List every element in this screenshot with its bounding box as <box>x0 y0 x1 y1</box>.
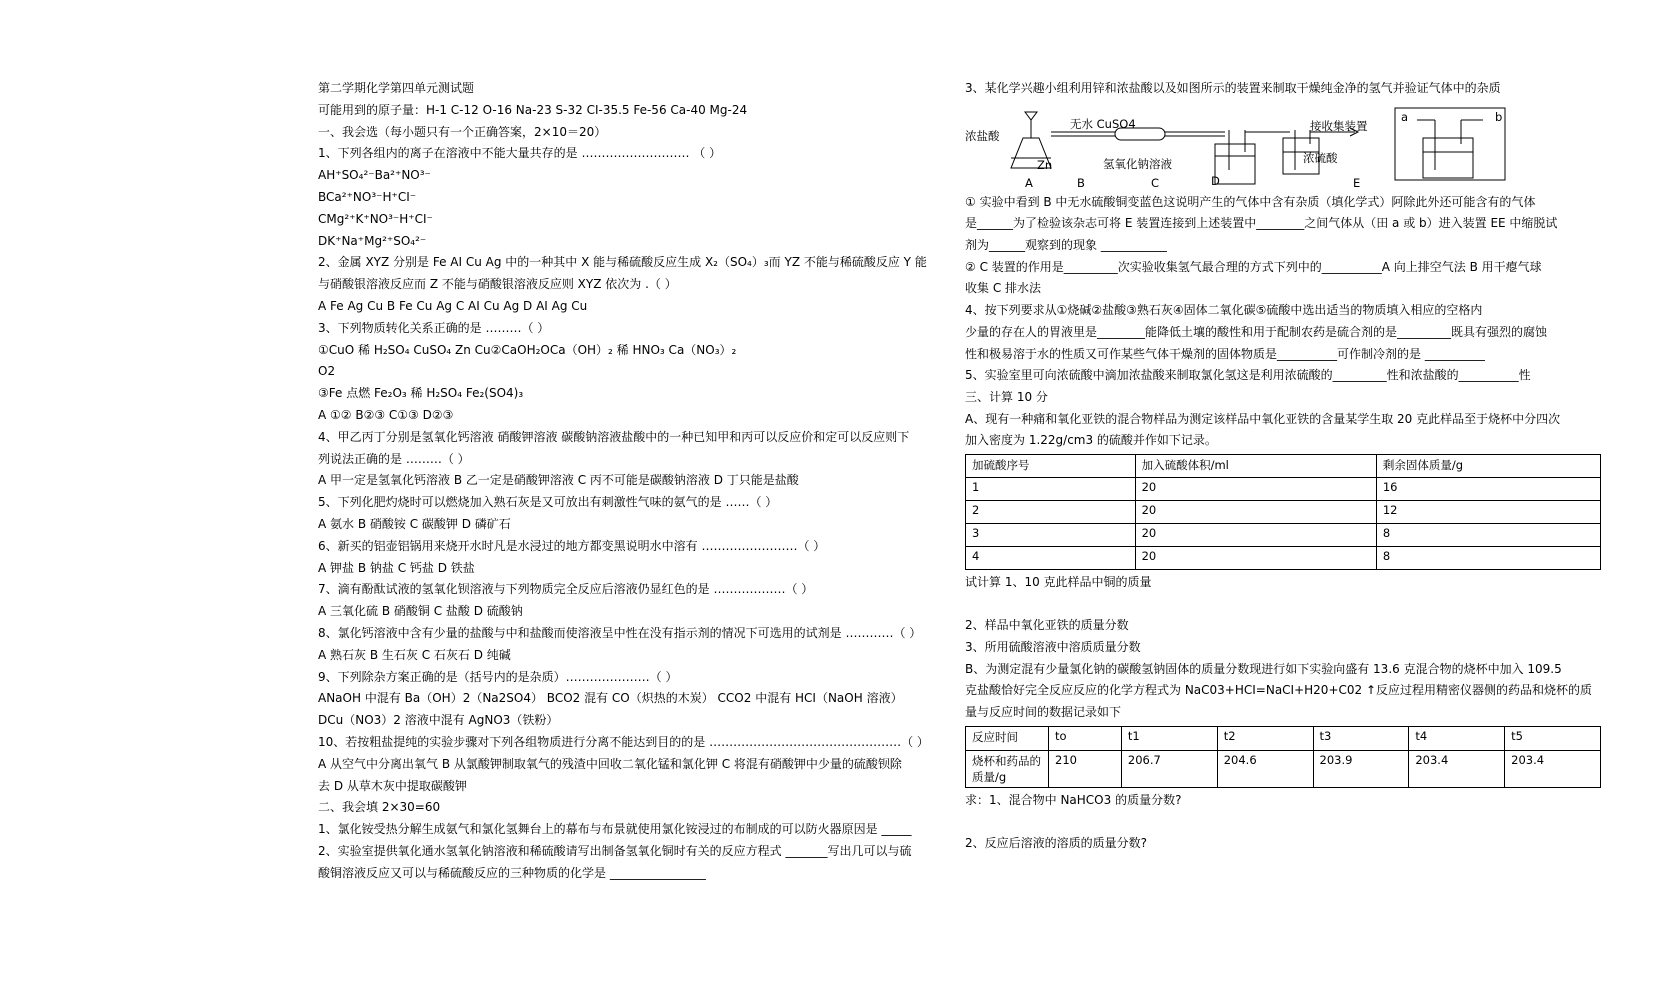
label-conc-hcl: 浓盐酸 <box>965 128 1000 143</box>
right-column <box>965 78 1605 855</box>
question-block-1 <box>965 192 1605 452</box>
text-line: 第二学期化学第四单元测试题 <box>318 81 475 95</box>
table-cell: 20 <box>1135 500 1376 523</box>
question-block-2 <box>965 572 1605 724</box>
text-line: 剂为______观察到的现象 ___________ <box>965 238 1167 253</box>
table-header-row <box>966 454 1601 477</box>
text-line: A 熟石灰 B 生石灰 C 石灰石 D 纯碱 <box>318 647 511 662</box>
table-cell: t1 <box>1121 726 1217 750</box>
text-line: 量与反应时间的数据记录如下 <box>965 705 1122 720</box>
text-line: 加入密度为 1.22g/cm3 的硫酸并作如下记录。 <box>965 433 1217 448</box>
text-line: A ①② B②③ C①③ D②③ <box>318 407 454 422</box>
text-line: 试计算 1、10 克此样品中铜的质量 <box>965 574 1152 589</box>
sulfuric-acid-table <box>965 454 1601 570</box>
table-row <box>966 546 1601 569</box>
table-cell: 204.6 <box>1217 750 1313 787</box>
text-line: 4、按下列要求从①烧碱②盐酸③熟石灰④固体二氧化碳⑤硫酸中选出适当的物质填入相应的空格内 <box>965 303 1483 318</box>
table-cell: 206.7 <box>1121 750 1217 787</box>
table-cell: 反应时间 <box>966 726 1049 750</box>
text-line: O2 <box>318 364 336 379</box>
table-cell: 2 <box>966 500 1136 523</box>
table-row <box>966 750 1601 787</box>
text-line: 求：1、混合物中 NaHCO3 的质量分数? <box>965 792 1182 807</box>
table-cell: 4 <box>966 546 1136 569</box>
text-line <box>965 811 1605 833</box>
table-cell: 203.9 <box>1313 750 1409 787</box>
apparatus-drawing <box>965 100 1605 192</box>
text-line: 去 D 从草木灰中提取碳酸钾 <box>318 778 467 793</box>
text-line: 列说法正确的是 ………（ ） <box>318 451 470 466</box>
table-cell: 16 <box>1376 477 1600 500</box>
label-a: a <box>1401 109 1409 124</box>
text-line: 2、金属 XYZ 分别是 Fe AI Cu Ag 中的一种其中 X 能与稀硫酸反应生成 X₂（SO₄）₃而 YZ 不能与稀硫酸反应 Y 能 <box>318 255 927 270</box>
letter-d: D <box>1211 173 1220 188</box>
text-line: 6、新买的铝壶铝锅用来烧开水时凡是水浸过的地方都变黑说明水中溶有 ……………………（ ） <box>318 538 826 553</box>
letter-a: A <box>1025 175 1033 190</box>
text-line: A 氨水 B 硝酸铵 C 碳酸钾 D 磷矿石 <box>318 516 511 531</box>
table-header-cell: 加硫酸序号 <box>966 454 1136 477</box>
text-line: DK⁺Na⁺Mg²⁺SO₄²⁻ <box>318 233 427 248</box>
table-cell: to <box>1049 726 1122 750</box>
text-line: CMg²⁺K⁺NO³⁻H⁺CI⁻ <box>318 211 433 226</box>
table-cell: 20 <box>1135 477 1376 500</box>
text-line: A Fe Ag Cu B Fe Cu Ag C AI Cu Ag D AI Ag Cu <box>318 298 588 313</box>
table-cell: 3 <box>966 523 1136 546</box>
text-line: ANaOH 中混有 Ba（OH）2（Na2SO4） BCO2 混有 CO（炽热的木炭） CCO2 中混有 HCI（NaOH 溶液） <box>318 691 903 706</box>
apparatus-diagram <box>965 100 1605 192</box>
text-line: 与硝酸银溶液反应而 Z 不能与硝酸银溶液反应则 XYZ 依次为 .（ ） <box>318 277 677 292</box>
text-line: 收集 C 排水法 <box>965 281 1042 296</box>
table-cell: 8 <box>1376 523 1600 546</box>
reaction-time-table <box>965 726 1601 788</box>
text-line: 二、我会填 2×30=60 <box>318 800 441 815</box>
table-cell: 20 <box>1135 546 1376 569</box>
table-cell: t2 <box>1217 726 1313 750</box>
table-cell: 20 <box>1135 523 1376 546</box>
text-line: 2、实验室提供氧化通水氢氧化钠溶液和稀硫酸请写出制备氢氧化铜时有关的反应方程式 _______写出几可以与硫 <box>318 843 912 858</box>
text-line: ①CuO 稀 H₂SO₄ CuSO₄ Zn Cu②CaOH₂OCa（OH）₂ 稀 HNO₃ Ca（NO₃）₂ <box>318 342 737 357</box>
text-line: 8、氯化钙溶液中含有少量的盐酸与中和盐酸而使溶液呈中性在没有指示剂的情况下可选用的试剂是 …………（ ） <box>318 625 922 640</box>
text-line: A 从空气中分离出氧气 B 从氯酸钾制取氧气的残渣中回收二氧化锰和氯化钾 C 将混有硝酸钾中少量的硫酸钡除 <box>318 756 902 771</box>
text-line <box>965 594 1605 616</box>
table-cell: 12 <box>1376 500 1600 523</box>
question-3-heading: 3、某化学兴趣小组利用锌和浓盐酸以及如图所示的装置来制取干燥纯金净的氢气并验证气体中的杂质 <box>965 81 1501 95</box>
label-b: b <box>1495 109 1503 124</box>
text-line: 7、滴有酚酞试液的氢氧化钡溶液与下列物质完全反应后溶液仍显红色的是 ………………（ ） <box>318 582 814 597</box>
table-header-cell: 加入硫酸体积/ml <box>1135 454 1376 477</box>
text-line: 1、氯化铵受热分解生成氨气和氯化氢舞台上的幕布与布景就使用氯化铵浸过的布制成的可以防火器原因是 _____ <box>318 822 912 837</box>
label-zn: Zn <box>1037 157 1053 172</box>
text-line: 三、计算 10 分 <box>965 389 1048 404</box>
text-line: 少量的存在人的胃液里是________能降低土壤的酸性和用于配制农药是硫合剂的是_________既具有强烈的腐蚀 <box>965 324 1548 339</box>
letter-e: E <box>1353 175 1361 190</box>
text-line: 一、我会选（每小题只有一个正确答案，2×10＝20） <box>318 124 607 139</box>
text-line: 1、下列各组内的离子在溶液中不能大量共存的是 ……………………… （ ） <box>318 146 722 161</box>
text-line: 10、若按粗盐提纯的实验步骤对下列各组物质进行分离不能达到目的的是 …………………………………………（ ） <box>318 734 929 749</box>
table-row <box>966 500 1601 523</box>
text-line: 9、下列除杂方案正确的是（括号内的是杂质）…………………（ ） <box>318 669 678 684</box>
table-row <box>966 523 1601 546</box>
label-conc-h2so4: 浓硫酸 <box>1303 150 1338 165</box>
text-line: ② C 装置的作用是_________次实验收集氢气最合理的方式下列中的__________A 向上排空气法 B 用干瘪气球 <box>965 259 1542 274</box>
text-line: BCa²⁺NO³⁻H⁺CI⁻ <box>318 189 417 204</box>
table-row <box>966 726 1601 750</box>
table-cell: 8 <box>1376 546 1600 569</box>
table-cell: t5 <box>1505 726 1601 750</box>
text-line: A 钾盐 B 钠盐 C 钙盐 D 铁盐 <box>318 560 475 575</box>
text-line: A 三氧化硫 B 硝酸铜 C 盐酸 D 硫酸钠 <box>318 604 523 619</box>
label-collector: 接收集装置 <box>1310 118 1368 133</box>
text-line: A、现有一种痛和氧化亚铁的混合物样品为测定该样品中氧化亚铁的含量某学生取 20 克此样品至于烧杯中分四次 <box>965 411 1561 426</box>
letter-b: B <box>1077 175 1085 190</box>
letter-c: C <box>1151 175 1160 190</box>
text-line: 是______为了检验该杂志可将 E 装置连接到上述装置中________之间气体从（田 a 或 b）进入装置 EE 中缩脱试 <box>965 216 1558 231</box>
label-cuso4: 无水 CuSO4 <box>1070 116 1136 131</box>
table-cell: t4 <box>1409 726 1505 750</box>
table-cell: 烧杯和药品的质量/g <box>966 750 1049 787</box>
text-line: 3、所用硫酸溶液中溶质质量分数 <box>965 640 1141 654</box>
table-row <box>966 477 1601 500</box>
text-line: 克盐酸恰好完全反应反应的化学方程式为 NaC03+HCI=NaCI+H20+C02 ↑反应过程用精密仪器侧的药品和烧杯的质 <box>965 683 1593 698</box>
text-line: B、为测定混有少量氯化钠的碳酸氢钠固体的质量分数现进行如下实验向盛有 13.6 克混合物的烧杯中加入 109.5 <box>965 661 1562 676</box>
table-cell: 203.4 <box>1505 750 1601 787</box>
text-line: ① 实验中看到 B 中无水硫酸铜变蓝色这说明产生的气体中含有杂质（填化学式）阿除此外还可能含有的气体 <box>965 194 1536 209</box>
question-block-3 <box>965 790 1605 855</box>
text-line: 2、反应后溶液的溶质的质量分数? <box>965 836 1148 851</box>
text-line: 5、下列化肥灼烧时可以燃烧加入熟石灰是又可放出有刺激性气味的氨气的是 ……（ ） <box>318 495 778 510</box>
table-cell: 1 <box>966 477 1136 500</box>
table-cell: 203.4 <box>1409 750 1505 787</box>
left-column <box>318 78 948 884</box>
text-line: 4、甲乙丙丁分别是氢氧化钙溶液 硝酸钾溶液 碳酸钠溶液盐酸中的一种已知甲和丙可以反应价和定可以反应则下 <box>318 429 910 444</box>
label-naoh: 氢氧化钠溶液 <box>1103 156 1172 171</box>
table-cell: t3 <box>1313 726 1409 750</box>
text-line: 2、样品中氧化亚铁的质量分数 <box>965 618 1129 633</box>
text-line: A 甲一定是氢氧化钙溶液 B 乙一定是硝酸钾溶液 C 丙不可能是碳酸钠溶液 D 丁只能是盐酸 <box>318 473 799 488</box>
text-line: 酸铜溶液反应又可以与稀硫酸反应的三种物质的化学是 ________________ <box>318 865 706 880</box>
table-cell: 210 <box>1049 750 1122 787</box>
text-line: 可能用到的原子量：H-1 C-12 O-16 Na-23 S-32 CI-35.5 Fe-56 Ca-40 Mg-24 <box>318 102 748 117</box>
text-line: 性和极易溶于水的性质又可作某些气体干燥剂的固体物质是__________可作制冷剂的是 __________ <box>965 346 1485 361</box>
text-line: 3、下列物质转化关系正确的是 ………（ ） <box>318 320 550 335</box>
text-line: ③Fe 点燃 Fe₂O₃ 稀 H₂SO₄ Fe₂(SO4)₃ <box>318 386 524 401</box>
table-header-cell: 剩余固体质量/g <box>1376 454 1600 477</box>
text-line: DCu（NO3）2 溶液中混有 AgNO3（铁粉） <box>318 713 559 728</box>
text-line: 5、实验室里可向浓硫酸中滴加浓盐酸来制取氯化氢这是利用浓硫酸的_________性和浓盐酸的__________性 <box>965 368 1531 383</box>
text-line: AH⁺SO₄²⁻Ba²⁺NO³⁻ <box>318 168 431 183</box>
